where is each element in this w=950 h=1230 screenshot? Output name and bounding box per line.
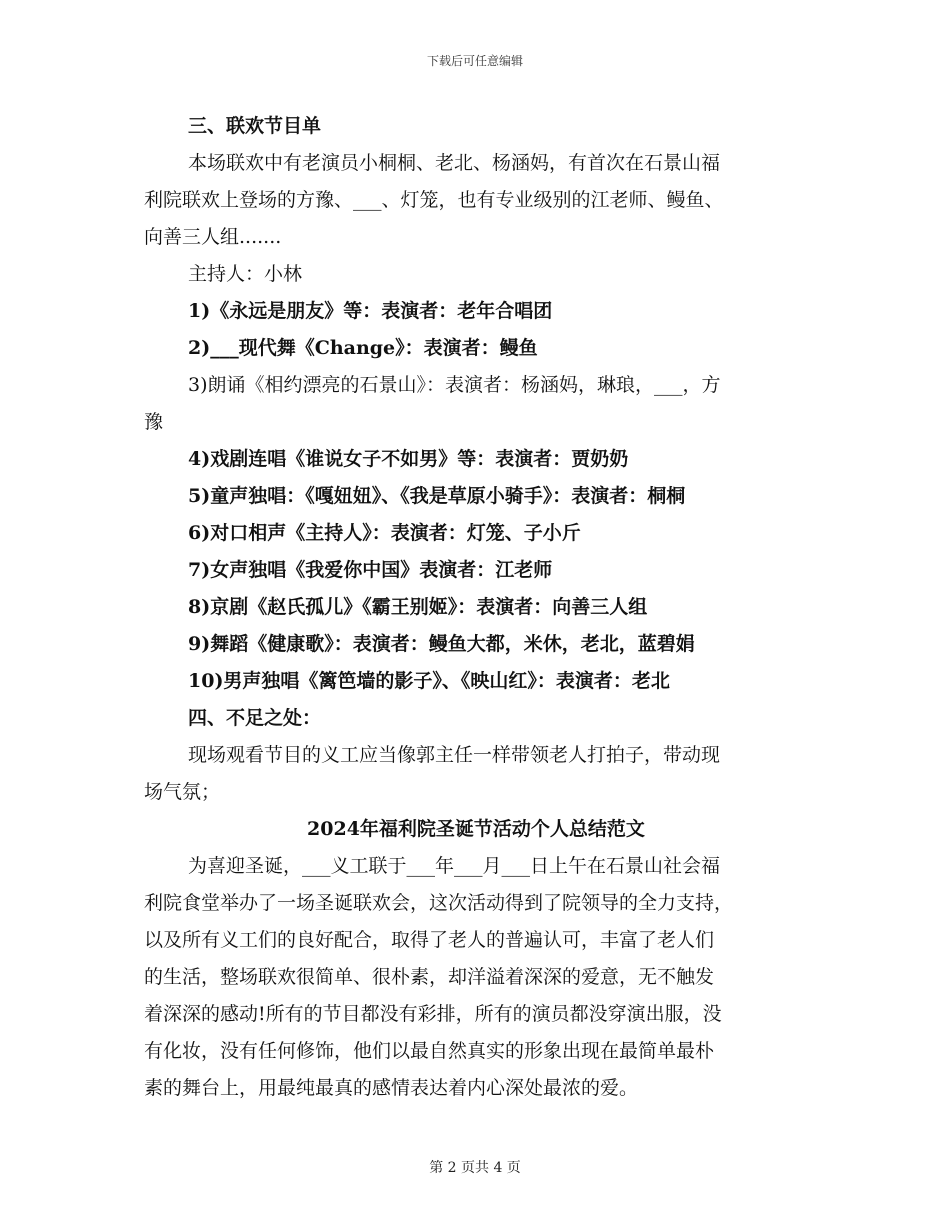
program-item: 8)京剧《赵氏孤儿》《霸王别姬》：表演者：向善三人组	[188, 596, 648, 618]
program-item: 9)舞蹈《健康歌》：表演者：鳗鱼大都，米休，老北，蓝碧娟	[188, 633, 695, 655]
page-footer: 第 2 页共 4 页	[429, 1160, 521, 1176]
program-item: 1)《永远是朋友》等：表演者：老年合唱团	[188, 300, 553, 322]
paragraph-line: 的生活，整场联欢很简单、很朴素，却洋溢着深深的爱意，无不触发	[144, 966, 715, 988]
document-body	[144, 108, 808, 1107]
paragraph-line: 以及所有义工们的良好配合，取得了老人的普遍认可，丰富了老人们	[144, 929, 715, 951]
host-line: 主持人：小林	[188, 263, 303, 285]
paragraph-line: 利院联欢上登场的方豫、___、灯笼，也有专业级别的江老师、鳗鱼、	[144, 189, 724, 211]
paragraph-line: 素的舞台上，用最纯最真的感情表达着内心深处最浓的爱。	[144, 1077, 639, 1099]
paragraph-line: 有化妆，没有任何修饰，他们以最自然真实的形象出现在最简单最朴	[144, 1040, 715, 1062]
program-item: 5)童声独唱：《嘎妞妞》、《我是草原小骑手》：表演者：桐桐	[188, 485, 686, 507]
page-header: 下载后可任意编辑	[426, 54, 523, 68]
program-item: 10)男声独唱《篱笆墙的影子》、《映山红》：表演者：老北	[188, 670, 670, 692]
paragraph-line: 向善三人组.......	[144, 226, 282, 248]
paragraph-line: 本场联欢中有老演员小桐桐、老北、杨涵妈，有首次在石景山福	[188, 152, 721, 174]
program-item: 6)对口相声《主持人》：表演者：灯笼、子小斤	[188, 522, 581, 544]
section-heading-shortcomings: 四、不足之处：	[188, 707, 322, 729]
program-item: 7)女声独唱《我爱你中国》表演者：江老师	[188, 559, 553, 581]
program-item: 2)___现代舞《Change》：表演者：鳗鱼	[188, 337, 538, 359]
paragraph-line: 着深深的感动!所有的节目都没有彩排，所有的演员都没穿演出服，没	[144, 1003, 722, 1025]
program-item: 3)朗诵《相约漂亮的石景山》：表演者：杨涵妈，琳琅，___，方	[188, 374, 721, 396]
program-item-continuation: 豫	[144, 411, 164, 433]
program-item: 4)戏剧连唱《谁说女子不如男》等：表演者：贾奶奶	[188, 448, 629, 470]
paragraph-line: 为喜迎圣诞，___义工联于___年___月___日上午在石景山社会福	[188, 855, 721, 877]
paragraph-line: 利院食堂举办了一场圣诞联欢会，这次活动得到了院领导的全力支持，	[144, 892, 734, 914]
paragraph-line: 场气氛；	[144, 781, 221, 803]
article-title: 2024年福利院圣诞节活动个人总结范文	[307, 818, 645, 840]
paragraph-line: 现场观看节目的义工应当像郭主任一样带领老人打拍子，带动现	[188, 744, 721, 766]
section-heading-program-list: 三、联欢节目单	[188, 115, 322, 137]
